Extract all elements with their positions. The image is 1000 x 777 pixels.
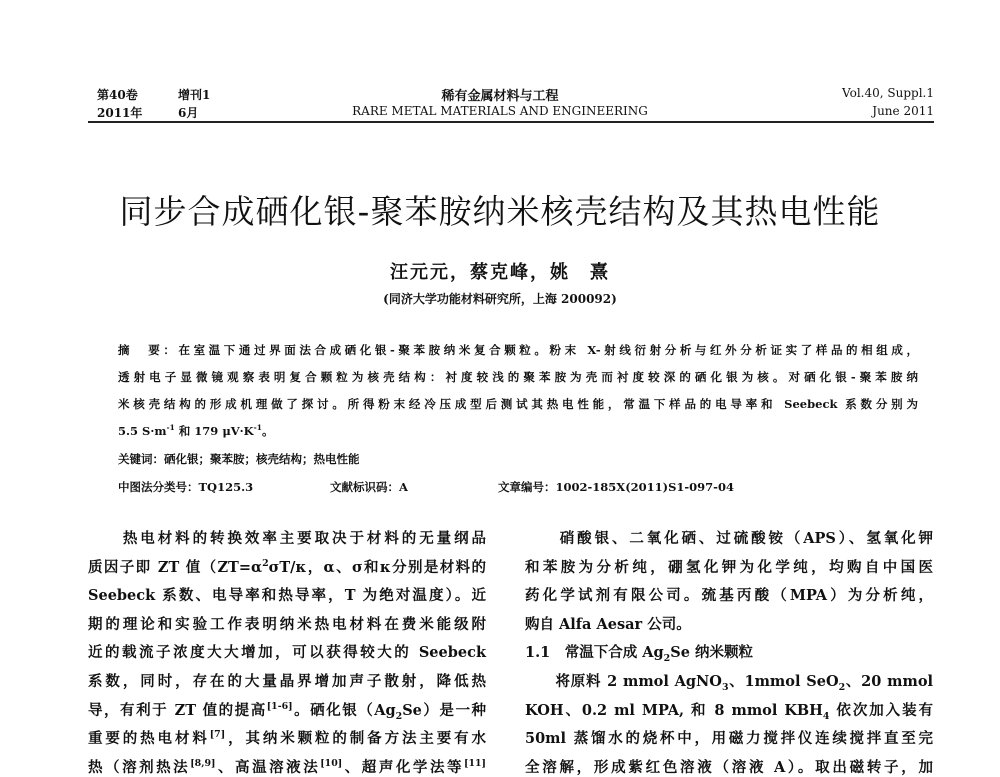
superscript: [11] — [464, 757, 487, 769]
text-run: KOH、0.2 ml MPA, 和 8 mmol KBH — [525, 701, 823, 719]
body-line — [88, 727, 486, 748]
text-run: Se 纳米颗粒 — [670, 644, 753, 662]
year: 2011年 — [97, 106, 143, 120]
text-run: 50ml 蒸馏水的烧杯中，用磁力搅拌仪连续搅拌直至完 — [525, 730, 933, 748]
paper-title: 同步合成硒化银-聚苯胺纳米核壳结构及其热电性能 — [119, 192, 881, 231]
text-run: 近的载流子浓度大大增加，可以获得较大的 Seebeck — [88, 644, 486, 662]
text-run: Seebeck 系数、电导率和热导率，T 为绝对温度）。近 — [88, 587, 486, 605]
body-line — [88, 584, 486, 605]
text-run: 摘 要： — [118, 343, 179, 357]
text-run: 硝酸银、二氧化硒、过硫酸铵（APS）、氢氧化钾 — [525, 530, 933, 547]
text-run: 期的理论和实验工作表明纳米热电材料在费米能级附 — [88, 615, 486, 633]
volume-en: Vol.40, Suppl.1 — [842, 86, 934, 100]
text-run: ，其纳米颗粒的制备方法主要有水 — [225, 730, 487, 748]
text-run: σT/κ，α、σ和κ分别是材料的 — [268, 558, 486, 576]
text-run: 、超声化学法等 — [342, 758, 465, 776]
clc-number: 中图法分类号：TQ125.3 — [118, 480, 254, 494]
text-run: 全溶解，形成紫红色溶液（溶液 A）。取出磁转子，加 — [525, 758, 933, 776]
superscript: [10] — [320, 757, 343, 769]
body-line — [88, 613, 486, 634]
text-run: 导，有利于 ZT 值的提高 — [88, 701, 267, 719]
body-line — [525, 641, 933, 664]
superscript: [1-6] — [266, 700, 293, 712]
subscript: 2 — [838, 681, 846, 693]
text-run: 和苯胺为分析纯，硼氢化钾为化学纯，均购自中国医 — [525, 558, 933, 576]
superscript: 2 — [262, 557, 269, 569]
text-run: 1.1 常温下合成 Ag — [525, 644, 664, 662]
body-line — [88, 556, 486, 577]
text-run: 透射电子显微镜观察表明复合颗粒为核壳结构：衬度较浅的聚苯胺为壳而衬度较深的硒化银为核。对硒化银-聚苯胺纳 — [118, 370, 918, 384]
superscript: [8,9] — [190, 757, 216, 769]
body-line — [88, 641, 486, 662]
header-rule — [88, 121, 934, 123]
subscript: 4 — [822, 710, 830, 722]
text-run: Se）是一种 — [402, 701, 486, 719]
text-run: 将原料 2 mmol AgNO — [525, 673, 722, 690]
text-run: 购自 Alfa Aesar 公司。 — [525, 615, 691, 633]
text-run: 依次加入装有 — [829, 701, 933, 719]
abstract-line — [118, 396, 918, 412]
text-run: 、高温溶液法 — [215, 758, 321, 776]
body-line — [525, 699, 933, 722]
month: 6月 — [178, 106, 199, 120]
superscript: -1 — [253, 423, 262, 433]
body-line — [525, 556, 933, 577]
body-line — [88, 756, 486, 777]
body-line — [525, 727, 933, 748]
body-line — [88, 699, 486, 722]
subscript: 2 — [663, 653, 671, 665]
document-code: 文献标识码：A — [330, 480, 408, 494]
journal-title-cn: 稀有金属材料与工程 — [441, 89, 559, 104]
article-number: 文章编号：1002-185X(2011)S1-097-04 — [498, 480, 734, 494]
abstract-line — [118, 369, 918, 385]
text-run: 重要的热电材料 — [88, 730, 210, 748]
abstract-line — [118, 342, 918, 358]
issue: 增刊1 — [178, 88, 211, 102]
text-run: 药化学试剂有限公司。巯基丙酸（MPA）为分析纯， — [525, 587, 933, 605]
text-run: 、1mmol SeO — [728, 673, 839, 690]
abstract-line — [118, 423, 918, 439]
date-en: June 2011 — [872, 104, 934, 118]
journal-title-en: RARE METAL MATERIALS AND ENGINEERING — [352, 104, 648, 118]
keywords: 关键词：硒化银；聚苯胺；核壳结构；热电性能 — [118, 452, 360, 466]
affiliation: (同济大学功能材料研究所，上海 200092) — [383, 292, 617, 306]
text-run: 质因子即 ZT 值（ZT=α — [88, 558, 263, 576]
body-line — [525, 527, 933, 548]
superscript: -1 — [166, 423, 175, 433]
body-line — [525, 584, 933, 605]
text-run: 5.5 S·m — [118, 424, 167, 438]
body-line — [525, 613, 933, 634]
text-run: 。 — [261, 424, 274, 438]
authors: 汪元元，蔡克峰，姚 熹 — [390, 262, 610, 283]
text-run: 热（溶剂热法 — [88, 758, 191, 776]
text-run: 。硒化银（Ag — [292, 701, 396, 719]
text-run: 和 179 μV·K — [174, 424, 254, 438]
superscript: [7] — [209, 729, 226, 741]
body-line — [88, 527, 486, 548]
text-run: 在室温下通过界面法合成硒化银-聚苯胺纳米复合颗粒。粉末 X-射线衍射分析与红外分析证实了样品的相组成， — [178, 343, 918, 357]
text-run: 米核壳结构的形成机理做了探讨。所得粉末经冷压成型后测试其热电性能，常温下样品的电导率和 Seebeck 系数分别为 — [118, 397, 918, 411]
volume: 第40卷 — [97, 88, 138, 102]
text-run: 热电材料的转换效率主要取决于材料的无量纲品 — [88, 530, 486, 547]
text-run: 、20 mmol — [845, 673, 934, 690]
subscript: 2 — [395, 710, 403, 722]
subscript: 3 — [721, 681, 729, 693]
text-run: 系数，同时，存在的大量晶界增加声子散射，降低热 — [88, 673, 486, 690]
body-line — [525, 670, 933, 693]
body-line — [88, 670, 486, 691]
body-line — [525, 756, 933, 777]
